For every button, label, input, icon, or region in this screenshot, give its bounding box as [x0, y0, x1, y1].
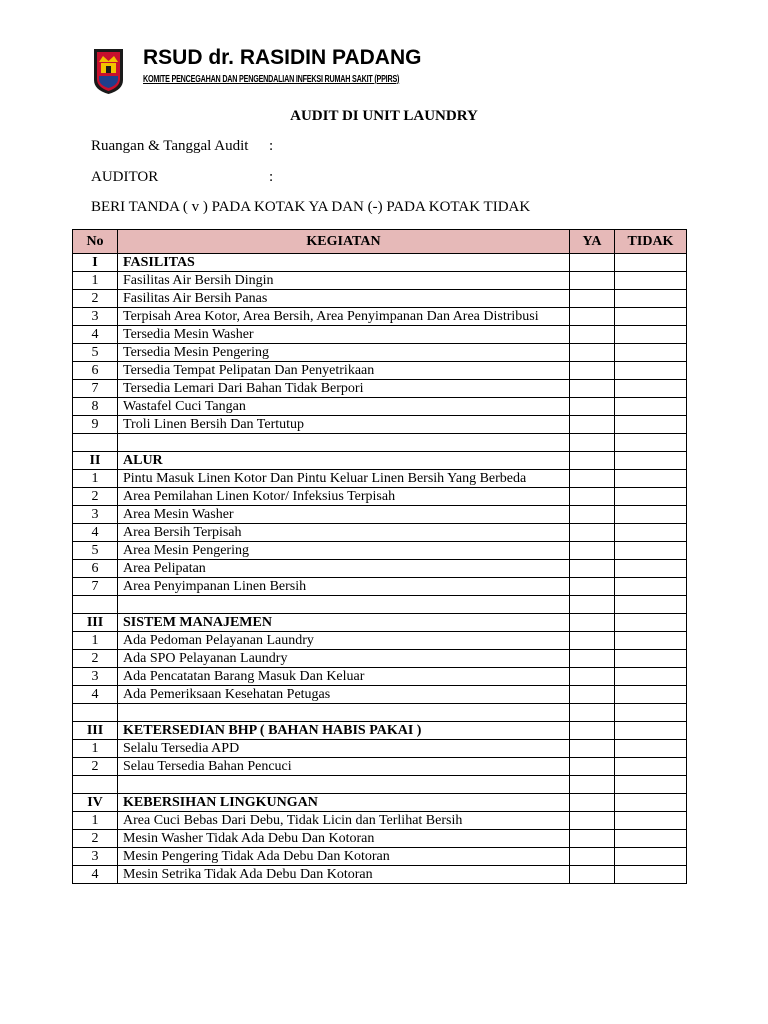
row-number: 3	[73, 308, 118, 326]
row-number: III	[73, 614, 118, 632]
ya-checkbox-cell[interactable]	[570, 398, 615, 416]
padang-city-emblem-icon	[93, 48, 124, 95]
tidak-checkbox-cell[interactable]	[615, 632, 687, 650]
room-date-label: Ruangan & Tanggal Audit	[91, 138, 249, 154]
table-row	[73, 290, 687, 308]
row-number: II	[73, 452, 118, 470]
room-date-colon: :	[269, 138, 274, 154]
ya-checkbox-cell	[570, 704, 615, 722]
table-row	[73, 848, 687, 866]
tidak-checkbox-cell[interactable]	[615, 344, 687, 362]
row-number: 3	[73, 668, 118, 686]
ya-checkbox-cell[interactable]	[570, 668, 615, 686]
tidak-checkbox-cell[interactable]	[615, 506, 687, 524]
tidak-checkbox-cell	[615, 452, 687, 470]
section-row	[73, 452, 687, 470]
activity-text: Tersedia Mesin Washer	[118, 326, 570, 344]
row-number: 1	[73, 632, 118, 650]
activity-text: Mesin Pengering Tidak Ada Debu Dan Kotoran	[118, 848, 570, 866]
row-number: 1	[73, 470, 118, 488]
activity-text: Selalu Tersedia APD	[118, 740, 570, 758]
table-row	[73, 524, 687, 542]
ya-checkbox-cell[interactable]	[570, 488, 615, 506]
row-number: 4	[73, 326, 118, 344]
tidak-checkbox-cell[interactable]	[615, 848, 687, 866]
activity-text: Wastafel Cuci Tangan	[118, 398, 570, 416]
row-number	[73, 704, 118, 722]
tidak-checkbox-cell[interactable]	[615, 668, 687, 686]
tidak-checkbox-cell[interactable]	[615, 362, 687, 380]
header-ya: YA	[570, 230, 615, 254]
tidak-checkbox-cell[interactable]	[615, 740, 687, 758]
row-number: 2	[73, 758, 118, 776]
tidak-checkbox-cell[interactable]	[615, 830, 687, 848]
header-kegiatan: KEGIATAN	[118, 230, 570, 254]
table-row	[73, 308, 687, 326]
tidak-checkbox-cell	[615, 794, 687, 812]
row-number: 1	[73, 740, 118, 758]
table-row	[73, 866, 687, 884]
row-number: IV	[73, 794, 118, 812]
activity-text: Area Pemilahan Linen Kotor/ Infeksius Terpisah	[118, 488, 570, 506]
tidak-checkbox-cell[interactable]	[615, 380, 687, 398]
row-number: 3	[73, 848, 118, 866]
activity-text: Ada Pedoman Pelayanan Laundry	[118, 632, 570, 650]
table-row	[73, 416, 687, 434]
ya-checkbox-cell[interactable]	[570, 416, 615, 434]
table-row	[73, 506, 687, 524]
tidak-checkbox-cell[interactable]	[615, 416, 687, 434]
row-number: 4	[73, 686, 118, 704]
ya-checkbox-cell	[570, 722, 615, 740]
row-number: 2	[73, 488, 118, 506]
activity-text: Troli Linen Bersih Dan Tertutup	[118, 416, 570, 434]
section-row	[73, 254, 687, 272]
section-title: KEBERSIHAN LINGKUNGAN	[118, 794, 570, 812]
ya-checkbox-cell[interactable]	[570, 362, 615, 380]
auditor-field	[91, 169, 274, 186]
section-title: SISTEM MANAJEMEN	[118, 614, 570, 632]
section-row	[73, 722, 687, 740]
row-number: 2	[73, 830, 118, 848]
blank-row	[73, 704, 687, 722]
activity-text: Fasilitas Air Bersih Dingin	[118, 272, 570, 290]
committee-name: KOMITE PENCEGAHAN DAN PENGENDALIAN INFEKSI RUMAH SAKIT (PPIRS)	[143, 74, 400, 85]
ya-checkbox-cell	[570, 614, 615, 632]
tidak-checkbox-cell[interactable]	[615, 398, 687, 416]
table-row	[73, 344, 687, 362]
table-row	[73, 542, 687, 560]
row-number: 8	[73, 398, 118, 416]
table-row	[73, 380, 687, 398]
activity-text: Mesin Setrika Tidak Ada Debu Dan Kotoran	[118, 866, 570, 884]
ya-checkbox-cell[interactable]	[570, 524, 615, 542]
row-number: III	[73, 722, 118, 740]
table-row	[73, 686, 687, 704]
ya-checkbox-cell	[570, 254, 615, 272]
tidak-checkbox-cell	[615, 614, 687, 632]
ya-checkbox-cell[interactable]	[570, 758, 615, 776]
tidak-checkbox-cell[interactable]	[615, 578, 687, 596]
activity-text: Selau Tersedia Bahan Pencuci	[118, 758, 570, 776]
table-row	[73, 560, 687, 578]
activity-text: Area Mesin Pengering	[118, 542, 570, 560]
ya-checkbox-cell[interactable]	[570, 506, 615, 524]
ya-checkbox-cell[interactable]	[570, 290, 615, 308]
activity-text	[118, 704, 570, 722]
table-row	[73, 632, 687, 650]
table-header-row	[73, 230, 687, 254]
row-number: I	[73, 254, 118, 272]
row-number: 2	[73, 650, 118, 668]
ya-checkbox-cell	[570, 452, 615, 470]
tidak-checkbox-cell[interactable]	[615, 650, 687, 668]
activity-text: Pintu Masuk Linen Kotor Dan Pintu Keluar Linen Bersih Yang Berbeda	[118, 470, 570, 488]
row-number	[73, 596, 118, 614]
tidak-checkbox-cell[interactable]	[615, 326, 687, 344]
activity-text: Area Penyimpanan Linen Bersih	[118, 578, 570, 596]
row-number: 1	[73, 812, 118, 830]
tidak-checkbox-cell[interactable]	[615, 470, 687, 488]
audit-checklist-table	[72, 229, 687, 884]
document-title: AUDIT DI UNIT LAUNDRY	[290, 108, 478, 124]
table-row	[73, 272, 687, 290]
row-number: 4	[73, 524, 118, 542]
blank-row	[73, 434, 687, 452]
row-number: 4	[73, 866, 118, 884]
table-row	[73, 740, 687, 758]
tidak-checkbox-cell	[615, 704, 687, 722]
blank-row	[73, 596, 687, 614]
section-row	[73, 614, 687, 632]
table-row	[73, 668, 687, 686]
tidak-checkbox-cell	[615, 596, 687, 614]
section-title: KETERSEDIAN BHP ( BAHAN HABIS PAKAI )	[118, 722, 570, 740]
tidak-checkbox-cell[interactable]	[615, 290, 687, 308]
ya-checkbox-cell	[570, 794, 615, 812]
tidak-checkbox-cell	[615, 722, 687, 740]
activity-text: Area Mesin Washer	[118, 506, 570, 524]
ya-checkbox-cell[interactable]	[570, 560, 615, 578]
ya-checkbox-cell[interactable]	[570, 830, 615, 848]
section-row	[73, 794, 687, 812]
ya-checkbox-cell[interactable]	[570, 578, 615, 596]
row-number: 3	[73, 506, 118, 524]
activity-text	[118, 776, 570, 794]
header-tidak: TIDAK	[615, 230, 687, 254]
activity-text: Tersedia Lemari Dari Bahan Tidak Berpori	[118, 380, 570, 398]
table-row	[73, 470, 687, 488]
row-number: 6	[73, 362, 118, 380]
ya-checkbox-cell	[570, 434, 615, 452]
ya-checkbox-cell[interactable]	[570, 812, 615, 830]
hospital-name: RSUD dr. RASIDIN PADANG	[143, 46, 422, 69]
ya-checkbox-cell[interactable]	[570, 650, 615, 668]
tidak-checkbox-cell[interactable]	[615, 812, 687, 830]
ya-checkbox-cell[interactable]	[570, 686, 615, 704]
row-number: 5	[73, 344, 118, 362]
table-row	[73, 830, 687, 848]
tidak-checkbox-cell	[615, 776, 687, 794]
row-number	[73, 776, 118, 794]
table-row	[73, 578, 687, 596]
tidak-checkbox-cell[interactable]	[615, 272, 687, 290]
table-row	[73, 398, 687, 416]
row-number: 9	[73, 416, 118, 434]
activity-text: Area Bersih Terpisah	[118, 524, 570, 542]
ya-checkbox-cell[interactable]	[570, 866, 615, 884]
activity-text: Tersedia Mesin Pengering	[118, 344, 570, 362]
ya-checkbox-cell[interactable]	[570, 740, 615, 758]
activity-text: Area Cuci Bebas Dari Debu, Tidak Licin dan Terlihat Bersih	[118, 812, 570, 830]
activity-text	[118, 434, 570, 452]
ya-checkbox-cell[interactable]	[570, 542, 615, 560]
ya-checkbox-cell	[570, 596, 615, 614]
table-row	[73, 488, 687, 506]
tidak-checkbox-cell	[615, 254, 687, 272]
activity-text: Terpisah Area Kotor, Area Bersih, Area Penyimpanan Dan Area Distribusi	[118, 308, 570, 326]
row-number: 6	[73, 560, 118, 578]
ya-checkbox-cell[interactable]	[570, 632, 615, 650]
activity-text: Ada SPO Pelayanan Laundry	[118, 650, 570, 668]
ya-checkbox-cell	[570, 776, 615, 794]
row-number	[73, 434, 118, 452]
section-title: FASILITAS	[118, 254, 570, 272]
ya-checkbox-cell[interactable]	[570, 344, 615, 362]
tidak-checkbox-cell	[615, 434, 687, 452]
room-date-field	[91, 138, 274, 155]
activity-text	[118, 596, 570, 614]
header-no: No	[73, 230, 118, 254]
auditor-colon: :	[269, 169, 274, 185]
table-row	[73, 362, 687, 380]
row-number: 7	[73, 380, 118, 398]
row-number: 2	[73, 290, 118, 308]
activity-text: Ada Pemeriksaan Kesehatan Petugas	[118, 686, 570, 704]
tidak-checkbox-cell[interactable]	[615, 488, 687, 506]
table-row	[73, 758, 687, 776]
table-row	[73, 650, 687, 668]
ya-checkbox-cell[interactable]	[570, 326, 615, 344]
tidak-checkbox-cell[interactable]	[615, 542, 687, 560]
tidak-checkbox-cell[interactable]	[615, 866, 687, 884]
tidak-checkbox-cell[interactable]	[615, 686, 687, 704]
ya-checkbox-cell[interactable]	[570, 380, 615, 398]
activity-text: Fasilitas Air Bersih Panas	[118, 290, 570, 308]
blank-row	[73, 776, 687, 794]
row-number: 7	[73, 578, 118, 596]
ya-checkbox-cell[interactable]	[570, 470, 615, 488]
row-number: 1	[73, 272, 118, 290]
ya-checkbox-cell[interactable]	[570, 848, 615, 866]
ya-checkbox-cell[interactable]	[570, 272, 615, 290]
table-row	[73, 812, 687, 830]
tidak-checkbox-cell[interactable]	[615, 308, 687, 326]
activity-text: Mesin Washer Tidak Ada Debu Dan Kotoran	[118, 830, 570, 848]
tidak-checkbox-cell[interactable]	[615, 560, 687, 578]
activity-text: Area Pelipatan	[118, 560, 570, 578]
activity-text: Ada Pencatatan Barang Masuk Dan Keluar	[118, 668, 570, 686]
row-number: 5	[73, 542, 118, 560]
activity-text: Tersedia Tempat Pelipatan Dan Penyetrikaan	[118, 362, 570, 380]
instruction-text: BERI TANDA ( v ) PADA KOTAK YA DAN (-) PADA KOTAK TIDAK	[91, 199, 531, 215]
tidak-checkbox-cell[interactable]	[615, 524, 687, 542]
table-row	[73, 326, 687, 344]
section-title: ALUR	[118, 452, 570, 470]
ya-checkbox-cell[interactable]	[570, 308, 615, 326]
auditor-label: AUDITOR	[91, 169, 159, 185]
tidak-checkbox-cell[interactable]	[615, 758, 687, 776]
